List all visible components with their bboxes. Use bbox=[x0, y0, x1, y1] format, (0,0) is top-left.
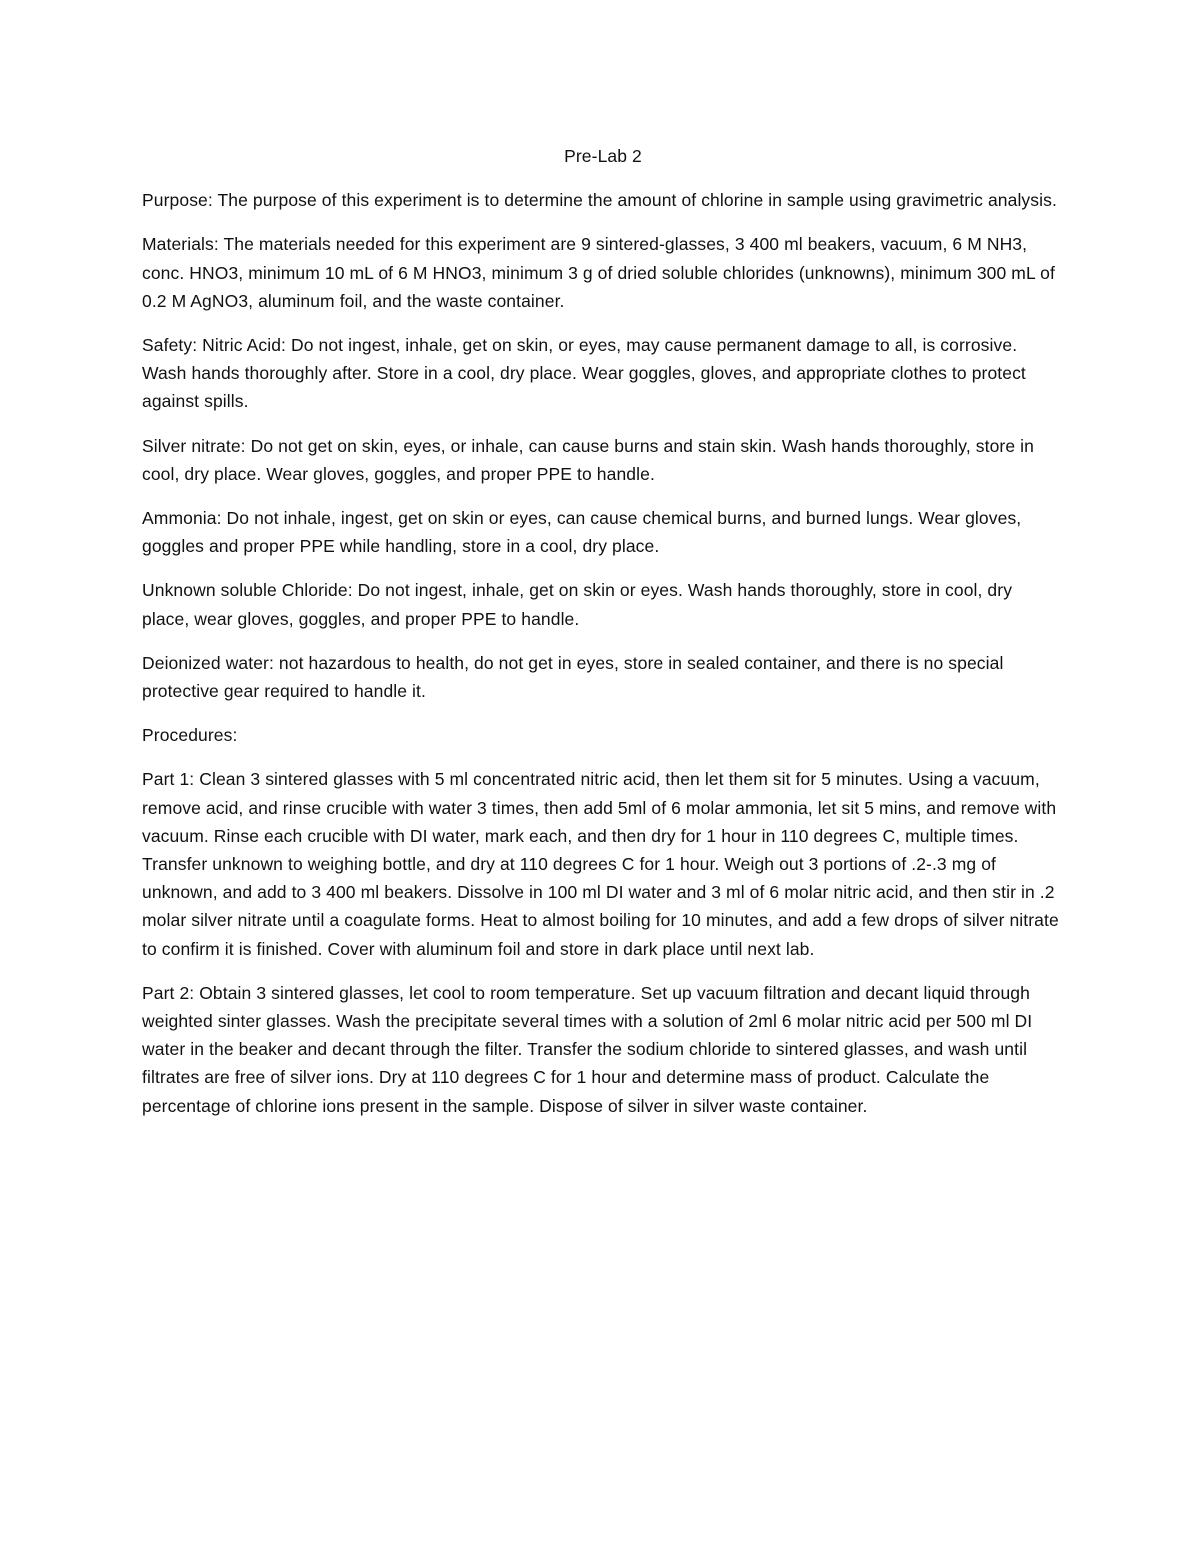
purpose-paragraph: Purpose: The purpose of this experiment is to determine the amount of chlorine in sample using gravimetric analysis. bbox=[142, 190, 1057, 211]
silver-nitrate-paragraph: Silver nitrate: Do not get on skin, eyes, or inhale, can cause burns and stain skin. Wash hands thoroughly, store in cool, dry place. Wear gloves, goggles, and proper PPE to handle. bbox=[142, 435, 1034, 484]
deionized-water-paragraph: Deionized water: not hazardous to health, do not get in eyes, store in sealed container, and there is no special protective gear required to handle it. bbox=[142, 652, 1004, 702]
materials-paragraph: Materials: The materials needed for this experiment are 9 sintered-glasses, 3 400 ml beakers, vacuum, 6 M NH3, conc. HNO3, minimum 10 mL of 6 M HNO3, minimum 3 g of dried soluble chlorides (unknowns), minimum 300 mL of 0.2 M AgNO3, aluminum foil, and the waste container. bbox=[142, 234, 1055, 311]
document-body bbox=[142, 142, 1064, 1136]
safety-nitric-acid-paragraph: Safety: Nitric Acid: Do not ingest, inhale, get on skin, or eyes, may cause permanent damage to all, is corrosive. Wash hands thoroughly after. Store in a cool, dry place. Wear goggles, gloves, and appropriate clothes to protect against spills. bbox=[142, 335, 1026, 412]
procedure-part-2: Part 2: Obtain 3 sintered glasses, let cool to room temperature. Set up vacuum filtration and decant liquid through weighted sinter glasses. Wash the precipitate several times with a solution of 2ml 6 molar nitric acid per 500 ml DI water in the beaker and decant through the filter. Transfer the sodium chloride to sintered glasses, and wash until filtrates are free of silver ions. Dry at 110 degrees C for 1 hour and determine mass of product. Calculate the percentage of chlorine ions present in the sample. Dispose of silver in silver waste container. bbox=[142, 982, 1033, 1116]
procedures-heading: Procedures: bbox=[142, 725, 238, 746]
unknown-chloride-paragraph: Unknown soluble Chloride: Do not ingest, inhale, get on skin or eyes. Wash hands thoroughly, store in cool, dry place, wear gloves, goggles, and proper PPE to handle. bbox=[142, 580, 1013, 629]
document-title: Pre-Lab 2 bbox=[564, 146, 642, 166]
procedure-part-1: Part 1: Clean 3 sintered glasses with 5 ml concentrated nitric acid, then let them sit for 5 minutes. Using a vacuum, remove acid, and rinse crucible with water 3 times, then add 5ml of 6 molar ammonia, let sit 5 mins, and remove with vacuum. Rinse each crucible with DI water, mark each, and then dry for 1 hour in 110 degrees C, multiple times. Transfer unknown to weighing bottle, and dry at 110 degrees C for 1 hour. Weigh out 3 portions of .2-.3 mg of unknown, and add to 3 400 ml beakers. Dissolve in 100 ml DI water and 3 ml of 6 molar nitric acid, and then stir in .2 molar silver nitrate until a coagulate forms. Heat to almost boiling for 10 minutes, and add a few drops of silver nitrate to confirm it is finished. Cover with aluminum foil and store in dark place until next lab. bbox=[142, 769, 1059, 959]
ammonia-paragraph: Ammonia: Do not inhale, ingest, get on skin or eyes, can cause chemical burns, and burned lungs. Wear gloves, goggles and proper PPE while handling, store in a cool, dry place. bbox=[142, 508, 1022, 557]
